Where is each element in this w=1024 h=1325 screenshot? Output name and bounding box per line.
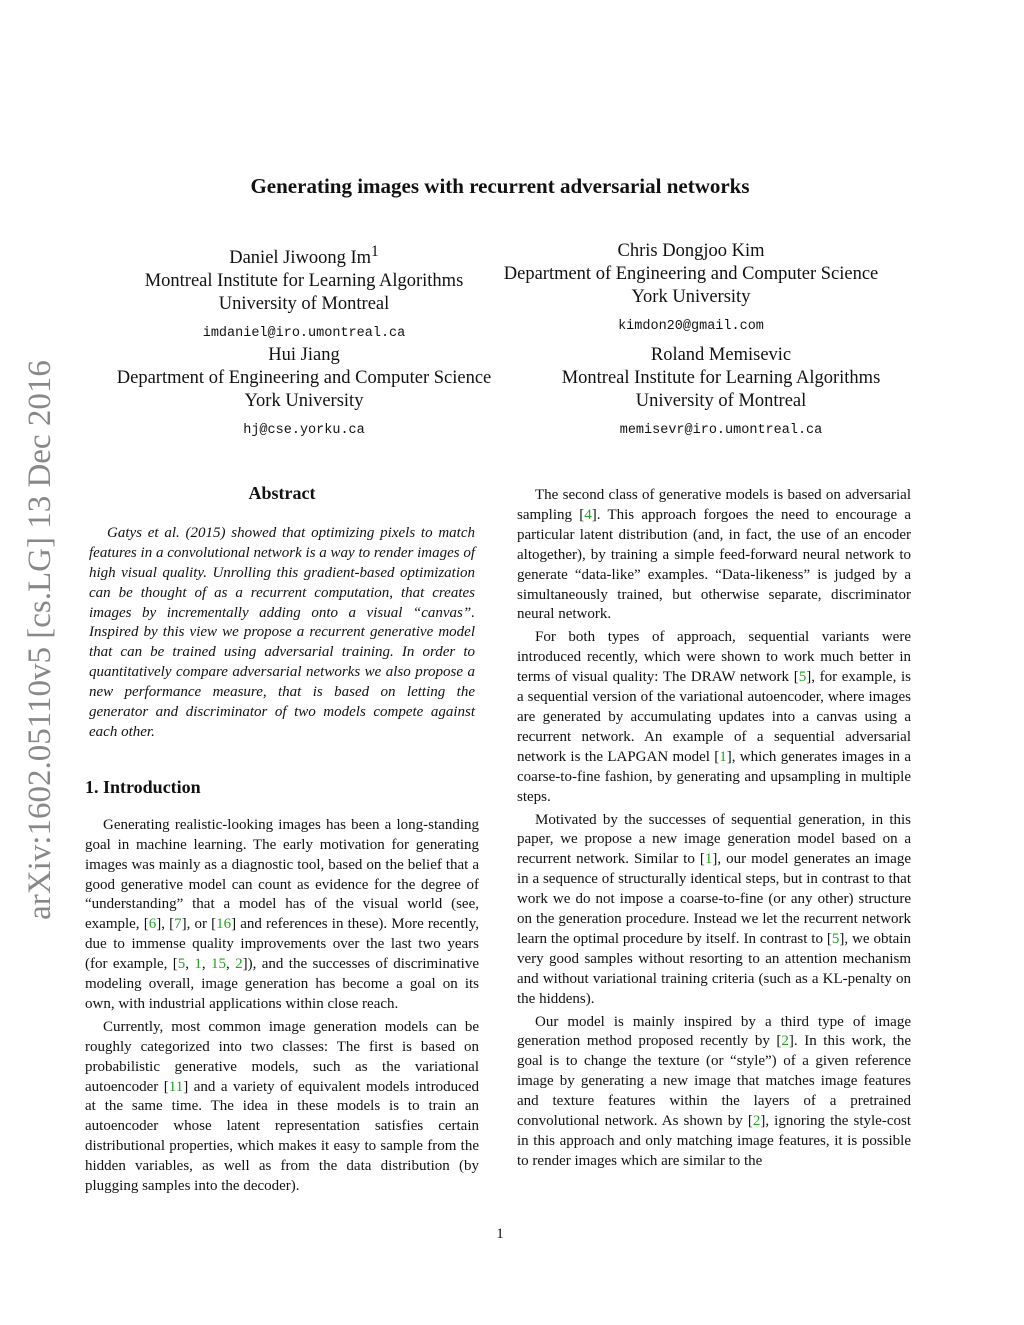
citation-link[interactable]: 6 bbox=[148, 916, 157, 933]
paragraph: Motivated by the successes of sequential generation, in this paper, we propose a new image generation model based on a recurrent network. Similar to [1], our model generates an image in a sequence of structurally identical steps, but in contrast to that work we do not impose a coarse-to-fine (or any other) structure on the generation procedure. Instead we let the recurrent network learn the optimal procedure by itself. In contrast to [5], we obtain very good samples without resorting to an attention mechanism and without variational training criteria (such as a KL-penalty on the hiddens). bbox=[517, 811, 911, 1007]
citation-link[interactable]: 1 bbox=[704, 851, 713, 868]
arxiv-identifier: arXiv:1602.05110v5 [cs.LG] 13 Dec 2016 bbox=[22, 360, 58, 920]
author-affiliation: Department of Engineering and Computer Science bbox=[116, 368, 492, 388]
author-block bbox=[521, 344, 921, 442]
author-block bbox=[104, 240, 504, 345]
author-institution: University of Montreal bbox=[635, 391, 807, 411]
author-name: Roland Memisevic bbox=[650, 345, 792, 365]
paragraph: For both types of approach, sequential variants were introduced recently, which were shown to work much better in terms of visual quality: The DRAW network [5], for example, is a sequential version of the variational autoencoder, where images are generated by accumulating updates into a canvas using a recurrent network. An example of a sequential adversarial network is the LAPGAN model [1], which generates images in a coarse-to-fine fashion, by generating and upsampling in multiple steps. bbox=[517, 629, 911, 805]
paragraph: Currently, most common image generation models can be roughly categorized into two classes: The first is based on probabilistic generative models, such as the variational autoencoder [11] and a variety of equivalent models introduced at the same time. The idea in these models is to train an autoencoder whose latent representation satisfies certain distributional properties, which makes it easy to sample from the hidden variables, as well as from the data distribution (by plugging samples into the decoder). bbox=[85, 1018, 479, 1195]
paragraph: Our model is mainly inspired by a third type of image generation method proposed recently by [2]. In this work, the goal is to change the texture (or “style”) of a given reference image by generating a new image that matches image features and texture features within the layers of a pretrained convolutional network. As shown by [2], ignoring the style-cost in this approach and only matching image features, it is possible to render images which are similar to the bbox=[517, 1013, 911, 1169]
paragraph: Generating realistic-looking images has been a long-standing goal in machine learning. The early motivation for generating images was mainly as a diagnostic tool, based on the belief that a good generative model can count as evidence for the degree of “understanding” that a model has of the visual world (see, example, [6], [7], or [16] and references in these). More recently, due to immense quality improvements over the last two years (for example, [5, 1, 15, 2]), and the successes of discriminative modeling overall, image generation has become a goal on its own, with industrial applications within close reach. bbox=[85, 816, 480, 1012]
citation-link[interactable]: 1 bbox=[719, 748, 727, 765]
citation-link[interactable]: 5 bbox=[177, 956, 186, 973]
author-affiliation: Montreal Institute for Learning Algorithms bbox=[144, 271, 464, 292]
author-block bbox=[488, 240, 894, 338]
citation-link[interactable]: 5 bbox=[831, 930, 840, 947]
citation-link[interactable]: 7 bbox=[174, 916, 182, 933]
citation-link[interactable]: 2 bbox=[781, 1033, 789, 1050]
author-name: Chris Dongjoo Kim bbox=[617, 241, 765, 261]
citation-link[interactable]: 4 bbox=[584, 506, 592, 523]
author-affiliation: Department of Engineering and Computer Science bbox=[503, 264, 879, 284]
author-block bbox=[100, 344, 508, 442]
citation-link[interactable]: 2 bbox=[235, 956, 243, 973]
citation-link[interactable]: 11 bbox=[168, 1078, 184, 1095]
author-name: Hui Jiang bbox=[268, 345, 340, 365]
page-number: 1 bbox=[496, 1226, 504, 1242]
citation-link[interactable]: 5 bbox=[798, 669, 807, 686]
abstract-heading: Abstract bbox=[248, 483, 316, 503]
author-email: imdaniel@iro.umontreal.ca bbox=[202, 326, 406, 342]
citation-link[interactable]: 16 bbox=[216, 916, 232, 933]
citation-link[interactable]: 2 bbox=[752, 1113, 761, 1130]
author-institution: York University bbox=[631, 287, 751, 307]
paragraph: The second class of generative models is based on adversarial sampling [4]. This approach forgoes the need to encourage a particular latent distribution (and, in fact, the use of an encoder altogether), by training a simple feed-forward neural network to generate “data-like” examples. “Data-likeness” is judged by a simultaneously trained, but otherwise separate, discriminator neural network. bbox=[517, 487, 911, 623]
author-name: Daniel Jiwoong Im bbox=[229, 248, 372, 269]
paper-title: Generating images with recurrent adversarial networks bbox=[250, 174, 750, 198]
author-affiliation-mark: 1 bbox=[371, 243, 379, 260]
citation-link[interactable]: 15 bbox=[211, 956, 227, 973]
abstract-text: Gatys et al. (2015) showed that optimizing pixels to match features in a convolutional network is a way to render images of high visual quality. Unrolling this gradient-based optimization can be thought of as a recurrent computation, that creates images by incrementally adding onto a visual “canvas”. Inspired by this view we propose a recurrent generative model that can be trained using adversarial training. In order to quantitatively compare adversarial networks we also propose a new performance measure, that is based on letting the generator and discriminator of two models compete against each other. bbox=[89, 524, 475, 740]
author-institution: York University bbox=[244, 391, 364, 411]
author-institution: University of Montreal bbox=[218, 294, 390, 315]
author-email: hj@cse.yorku.ca bbox=[243, 423, 365, 438]
section-heading: 1. Introduction bbox=[85, 776, 201, 797]
author-email: kimdon20@gmail.com bbox=[618, 319, 764, 334]
author-email: memisevr@iro.umontreal.ca bbox=[619, 423, 823, 438]
right-column bbox=[517, 486, 911, 1172]
left-column bbox=[85, 484, 479, 1197]
author-affiliation: Montreal Institute for Learning Algorithms bbox=[561, 368, 881, 388]
citation-link[interactable]: 1 bbox=[194, 956, 202, 973]
